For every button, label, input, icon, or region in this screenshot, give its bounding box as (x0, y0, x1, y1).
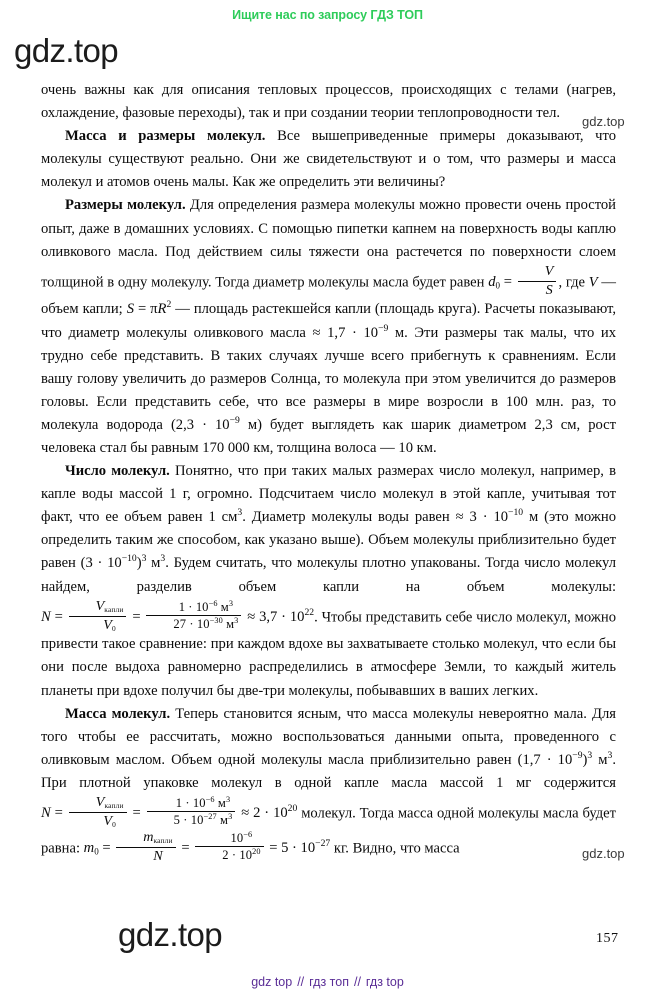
watermark-brand-top: gdz.top (14, 32, 119, 69)
unit-m-exponent-b: 3 (607, 749, 613, 761)
symbol-V0-2-subscript: 0 (112, 819, 116, 829)
unit-cm-exponent: 3 (237, 507, 243, 519)
formula-N-water-result-exponent: 22 (304, 607, 315, 619)
formula-d0-numerator: V (518, 264, 557, 282)
formula-d0-denominator: S (545, 281, 553, 298)
heading-number-of-molecules: Число молекул. (65, 463, 170, 480)
watermark-inline-top: gdz.top (582, 114, 625, 129)
number-text-a: Понятно, что при таких малых размерах число молекул, например, в капле воды массой 1 г, огромно. Подсчитаем число молекул в этой капле, учитывая тот факт, что ее объем равен 1 см (41, 463, 617, 526)
formula-d0 (488, 262, 558, 298)
symbol-m-drop: m (143, 828, 154, 845)
numerator-exp-3: −6 (243, 829, 253, 839)
formula-N-oil-result-exponent: 20 (287, 803, 298, 815)
number-text-k: . Будем считать, что молекулы плотно упакованы. Тогда число молекул найдем, разделив объем капли на объем молекулы: (41, 555, 616, 595)
formula-m0-subscript: 0 (94, 846, 99, 857)
mass-text-end: кг. Видно, что масса (330, 840, 460, 857)
formula-d0-equals: = (500, 274, 516, 291)
promo-banner: Ищите нас по запросу ГДЗ ТОП (232, 8, 423, 22)
formula-N-water-lhs: N (41, 609, 51, 626)
formula-N-oil-numerator-1 (69, 795, 127, 813)
number-text-tail: . Чтобы представить себе число молекул, можно привести такое сравнение: при каждом вдохе вы захватываете столько молекул, что если бы они после выдоха равномерно распределились в атмосфере Земли, то каждый житель планеты при вдохе получил бы две-три молекулы, побывавших в ваших легких. (41, 609, 616, 699)
formula-N-water-fraction-2 (146, 600, 241, 631)
unit-m-exponent-a: 3 (160, 553, 166, 565)
paragraph-mass-and-size (41, 125, 616, 194)
formula-N-oil-fraction-1 (69, 795, 127, 830)
denominator-unit-exp-1: 3 (234, 615, 239, 625)
symbol-m-drop-subscript: капли (153, 835, 173, 845)
formula-N-water (41, 597, 315, 633)
formula-N-oil-lhs: N (41, 805, 51, 822)
paragraph-intro (41, 79, 616, 125)
formula-N-oil-denominator-2: $5 \cdot 10^{-27}$ $м^3$ (173, 811, 233, 827)
mass-text-g: . При плотной упаковке молекул в одной капле масла массой 1 мг содержится (41, 751, 616, 791)
formula-N-water-equals-2: = (128, 609, 145, 626)
formula-N-oil-equals-1: = (50, 805, 67, 822)
formula-N-oil-denominator-1 (69, 813, 127, 830)
sizes-text-e: = π (133, 301, 158, 318)
cube-exponent-a: 3 (141, 553, 147, 565)
sizes-text-c: — объем капли; (41, 274, 617, 318)
mass-text-tail: молекул. Тогда масса одной молекулы масла будет равна: (41, 805, 617, 857)
formula-d0-fraction (518, 264, 557, 299)
formula-m0-fraction-1 (116, 830, 175, 865)
symbol-V-drop-2-subscript: капли (104, 800, 124, 810)
footer-separator-1: // (297, 975, 305, 989)
formula-N-water-result: ≈ 3,7 · 10 (243, 609, 305, 626)
heading-molecule-sizes: Размеры молекул. (65, 197, 186, 214)
number-text-c: . Диаметр молекулы воды равен ≈ 3 · 10 (242, 509, 509, 526)
denominator-unit-exp-2: 3 (228, 811, 233, 821)
formula-m0-numerator-1 (116, 830, 175, 848)
formula-N-water-denominator-1 (69, 617, 127, 634)
formula-m0-equals-2: = (177, 840, 194, 857)
exponent-minus9-b: −9 (229, 415, 240, 427)
sizes-text-part1: Для определения размера молекулы можно провести очень простой опыт, даже в домашних условиях. С помощью пипетки капнем на поверхность воды каплю оливкового масла. Под действием силы тяжести она растечется по поверхности слоем толщиной в одну молекулу. Тогда диаметр молекулы масла будет равен (41, 197, 616, 291)
heading-mass-of-molecules: Масса молекул. (65, 705, 171, 722)
footer-link-1[interactable]: gdz top (251, 975, 293, 989)
symbol-R: R (157, 301, 167, 318)
sizes-text-a: , где (558, 274, 589, 291)
paragraph-mass-of-molecules (41, 703, 616, 865)
watermark-brand-bottom: gdz.top (118, 916, 223, 953)
formula-m0-denominator-1: N (153, 847, 163, 864)
formula-m0-result: = 5 · 10 (265, 840, 316, 857)
formula-N-oil-numerator-2: $1 \cdot 10^{-6}$ $м^3$ (147, 796, 236, 812)
symbol-V0: V (103, 616, 112, 633)
numerator-unit-exp-1: 3 (228, 598, 234, 608)
mass-text-a: Теперь становится ясным, что масса молекулы невероятно мала. Для того чтобы ее рассчитать, можно воспользоваться данными опыта, проведенного с оливковым маслом. Объем одной молекулы масла приблизительно равен (1,7 · 10 (41, 705, 617, 768)
denominator-exp-1: −30 (209, 615, 223, 625)
symbol-R-exponent: 2 (166, 299, 172, 311)
symbol-S: S (126, 301, 134, 318)
symbol-V-drop-2: V (95, 794, 105, 810)
paragraph-molecule-sizes (41, 194, 616, 460)
symbol-V0-2: V (103, 812, 113, 829)
formula-N-oil (41, 794, 298, 829)
watermark-inline-bottom: gdz.top (582, 846, 625, 861)
page-text-column (41, 79, 616, 864)
formula-m0-equals-1: = (98, 840, 115, 857)
footer-link-3[interactable]: гдз top (365, 975, 404, 989)
formula-m0-denominator-2: $2 \cdot 10^{20}$ (222, 846, 261, 862)
symbol-V-drop-subscript: капли (104, 604, 124, 614)
formula-m0-numerator-2: $10^{-6}$ (195, 831, 263, 847)
exponent-minus10-a: −10 (508, 507, 524, 519)
number-text-i: м (146, 555, 161, 572)
mass-and-size-text: Все вышеприведенные примеры доказывают, что молекулы существуют реально. Они же свидетельствуют и о том, что размеры и масса молекул и атомов очень малы. Как же определить эти величины? (41, 128, 617, 191)
formula-d0-lhs: d (488, 274, 496, 291)
formula-N-water-fraction-1 (69, 599, 127, 634)
heading-mass-and-size: Масса и размеры молекул. (65, 128, 266, 145)
footer-link-2[interactable]: гдз топ (309, 975, 349, 989)
formula-N-oil-result: ≈ 2 · 10 (237, 805, 288, 822)
sizes-text-j: м. Эти размеры так малы, что их трудно себе представить. В таких случаях лучше всего прибегнуть к сравнениям. Если вашу голову увеличить до размеров Солнца, то молекула при этом увеличится до размеров головы. Если представить себе, что все размеры в мире возросли в 100 млн. раз, то молекула водорода (2,3 · 10 (41, 324, 617, 433)
numerator-unit-exp-2: 3 (225, 794, 231, 804)
symbol-V: V (588, 274, 598, 291)
formula-m0-fraction-2 (195, 831, 263, 862)
numerator-exp-2: −6 (205, 794, 215, 804)
sizes-text-h: — площадь растекшейся капли (площадь круга). Расчеты показывают, что диаметр молекулы оливкового масла ≈ 1,7 · 10 (41, 301, 616, 341)
formula-N-water-equals-1: = (50, 609, 67, 626)
symbol-V-drop: V (95, 597, 105, 614)
footer-links (0, 975, 655, 989)
symbol-V0-subscript: 0 (111, 623, 116, 633)
footer-separator-2: // (353, 975, 361, 989)
formula-m0-lhs: m (83, 840, 95, 857)
page-number: 157 (596, 931, 619, 946)
numerator-exp-1: −6 (208, 598, 218, 608)
formula-m0-result-exponent: −27 (315, 838, 331, 850)
mass-text-c: ) (582, 751, 588, 768)
sizes-text-l: м) будет выглядеть как шарик диаметром 2,3 см, рост человека стал бы равным 170 000 км, толщина волоса — 10 км. (41, 416, 617, 456)
formula-d0-subscript: 0 (495, 280, 501, 291)
mass-text-e: м (592, 751, 608, 768)
exponent-minus9-c: −9 (572, 749, 583, 761)
formula-N-oil-fraction-2 (147, 796, 236, 827)
formula-m0 (83, 828, 331, 864)
formula-N-water-numerator-2: $1 \cdot 10^{-6}$ $м^3$ (146, 600, 241, 616)
denominator-exp-2: −27 (203, 811, 217, 821)
denominator-exp-3: 20 (252, 846, 261, 856)
number-text-e: м (это можно определить таким же способом, как указано выше). Объем молекулы приблизительно будет равен (3 · 10 (41, 509, 616, 572)
intro-text: очень важны как для описания тепловых процессов, происходящих с телами (нагрев, охлаждение, фазовые переходы), так и при создании теории теплопроводности тел. (41, 82, 616, 122)
cube-exponent-b: 3 (587, 749, 593, 761)
formula-N-water-denominator-2: $27 \cdot 10^{-30}$ $м^3$ (173, 615, 239, 631)
formula-N-oil-equals-2: = (128, 805, 145, 822)
paragraph-number-of-molecules (41, 460, 616, 703)
formula-N-water-numerator-1 (69, 599, 127, 617)
exponent-minus9-a: −9 (378, 322, 389, 334)
exponent-minus10-b: −10 (121, 553, 137, 565)
number-text-g: ) (136, 555, 142, 572)
